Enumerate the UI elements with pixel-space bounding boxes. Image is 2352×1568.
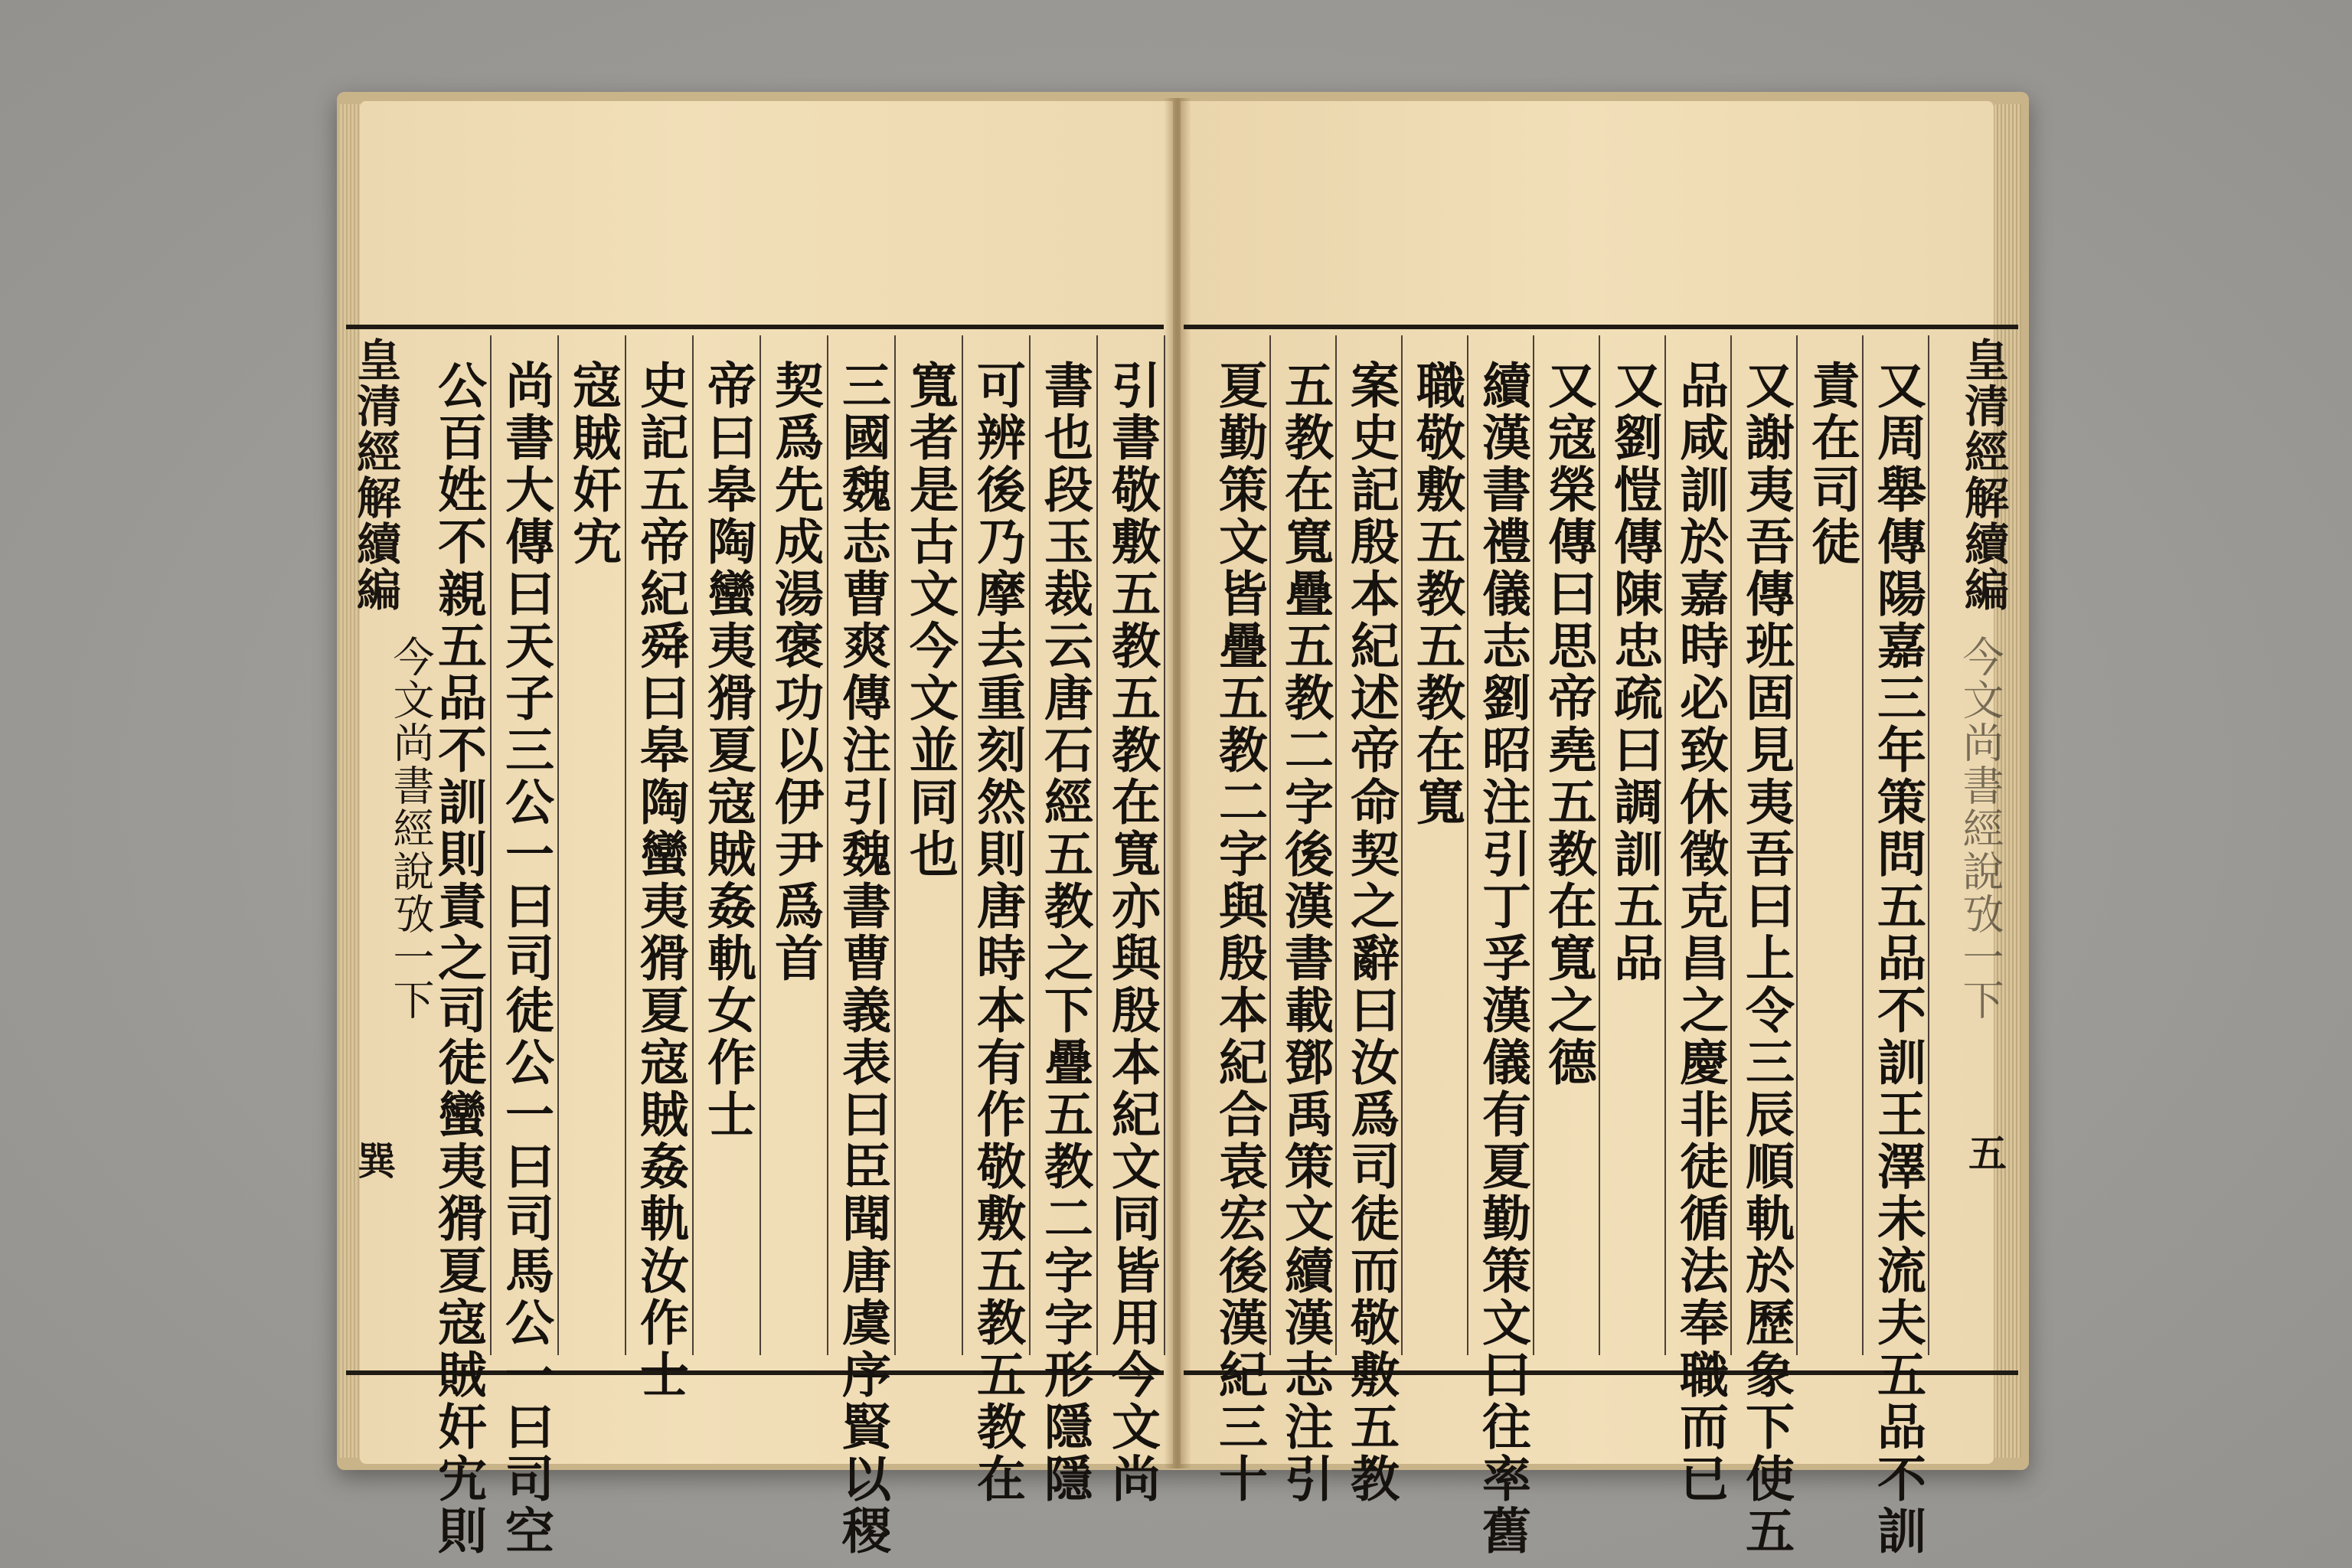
right-margin-title: 皇清經解續編 <box>1957 337 2009 612</box>
right-column-rule <box>1664 335 1666 1355</box>
right-text-column: 案史記殷本紀述帝命契之辭曰汝爲司徒而敬敷五教 <box>1342 360 1400 1505</box>
right-column-rule <box>1335 335 1337 1355</box>
left-text-column: 帝曰皋陶蠻夷猾夏寇賊姦軌女作士 <box>699 360 756 1141</box>
left-column-rule <box>1164 335 1165 1355</box>
left-column-rule <box>962 335 963 1355</box>
left-column-rule <box>490 335 492 1355</box>
right-text-column: 又謝夷吾傳班固見夷吾曰上令三辰順軌於歷象下使五 <box>1737 360 1795 1557</box>
right-column-rule <box>1401 335 1403 1355</box>
right-folio: 五 <box>1962 1133 2007 1171</box>
right-column-rule <box>1467 335 1468 1355</box>
left-column-rule <box>1029 335 1031 1355</box>
left-text-column: 三國魏志曹爽傳注引魏書曹義表曰臣聞唐虞序賢以稷 <box>834 360 891 1557</box>
left-text-column: 寇賊奸宄 <box>564 360 622 568</box>
left-column-rule <box>1096 335 1098 1355</box>
right-column-rule <box>1928 335 1929 1355</box>
right-text-column: 又劉愷傳陳忠疏曰調訓五品 <box>1606 360 1663 985</box>
right-column-rule <box>1269 335 1271 1355</box>
right-text-column: 夏勤策文皆疊五教二字與殷本紀合袁宏後漢紀三十 <box>1210 360 1268 1505</box>
right-text-column: 五教在寬疊五教二字後漢書載鄧禹策文續漢志注引 <box>1276 360 1334 1505</box>
left-text-column: 尚書大傳曰天子三公一曰司徒公一曰司馬公一曰司空 <box>497 360 554 1557</box>
right-text-column: 責在司徒 <box>1803 360 1860 568</box>
left-column-rule <box>557 335 559 1355</box>
left-text-column: 寬者是古文今文並同也 <box>901 360 959 880</box>
right-text-column: 續漢書禮儀志劉昭注引丁孚漢儀有夏勤策文曰往率舊 <box>1474 360 1531 1557</box>
right-text-column: 又寇榮傳曰思帝堯五教在寬之德 <box>1540 360 1597 1089</box>
right-column-rule <box>1730 335 1732 1355</box>
left-text-column: 書也段玉裁云唐石經五教之下疊五教二字字形隱隱 <box>1036 360 1093 1505</box>
right-text-column: 職敬敷五教五教在寬 <box>1408 360 1465 828</box>
left-text-column: 可辨後乃摩去重刻然則唐時本有作敬敷五教五教在 <box>969 360 1026 1505</box>
left-margin-subtitle: 今文尚書經說攷一下 <box>387 635 435 1021</box>
left-column-rule <box>692 335 694 1355</box>
right-column-rule <box>1533 335 1534 1355</box>
left-text-column: 公百姓不親五品不訓則責之司徒蠻夷猾夏寇賊奸宄則 <box>430 360 487 1557</box>
left-column-rule <box>827 335 828 1355</box>
right-column-rule <box>1599 335 1600 1355</box>
left-text-column: 契爲先成湯褒功以伊尹爲首 <box>766 360 824 985</box>
right-column-rule <box>1796 335 1798 1355</box>
left-text-column: 引書敬敷五教五教在寬亦與殷本紀文同皆用今文尚 <box>1103 360 1161 1505</box>
right-text-column: 又周舉傳陽嘉三年策問五品不訓王澤未流夫五品不訓 <box>1869 360 1926 1557</box>
left-margin-title: 皇清經解續編 <box>349 337 401 612</box>
left-column-rule <box>760 335 761 1355</box>
left-text-column: 史記五帝紀舜曰皋陶蠻夷猾夏寇賊姦軌汝作士 <box>632 360 689 1401</box>
right-column-rule <box>1862 335 1864 1355</box>
left-column-rule <box>894 335 896 1355</box>
right-margin-subtitle: 今文尚書經說攷一下 <box>1956 635 2004 1021</box>
left-folio: 巽 <box>351 1141 397 1179</box>
left-column-rule <box>625 335 626 1355</box>
right-text-column: 品咸訓於嘉時必致休徵克昌之慶非徒循法奉職而已 <box>1671 360 1729 1505</box>
